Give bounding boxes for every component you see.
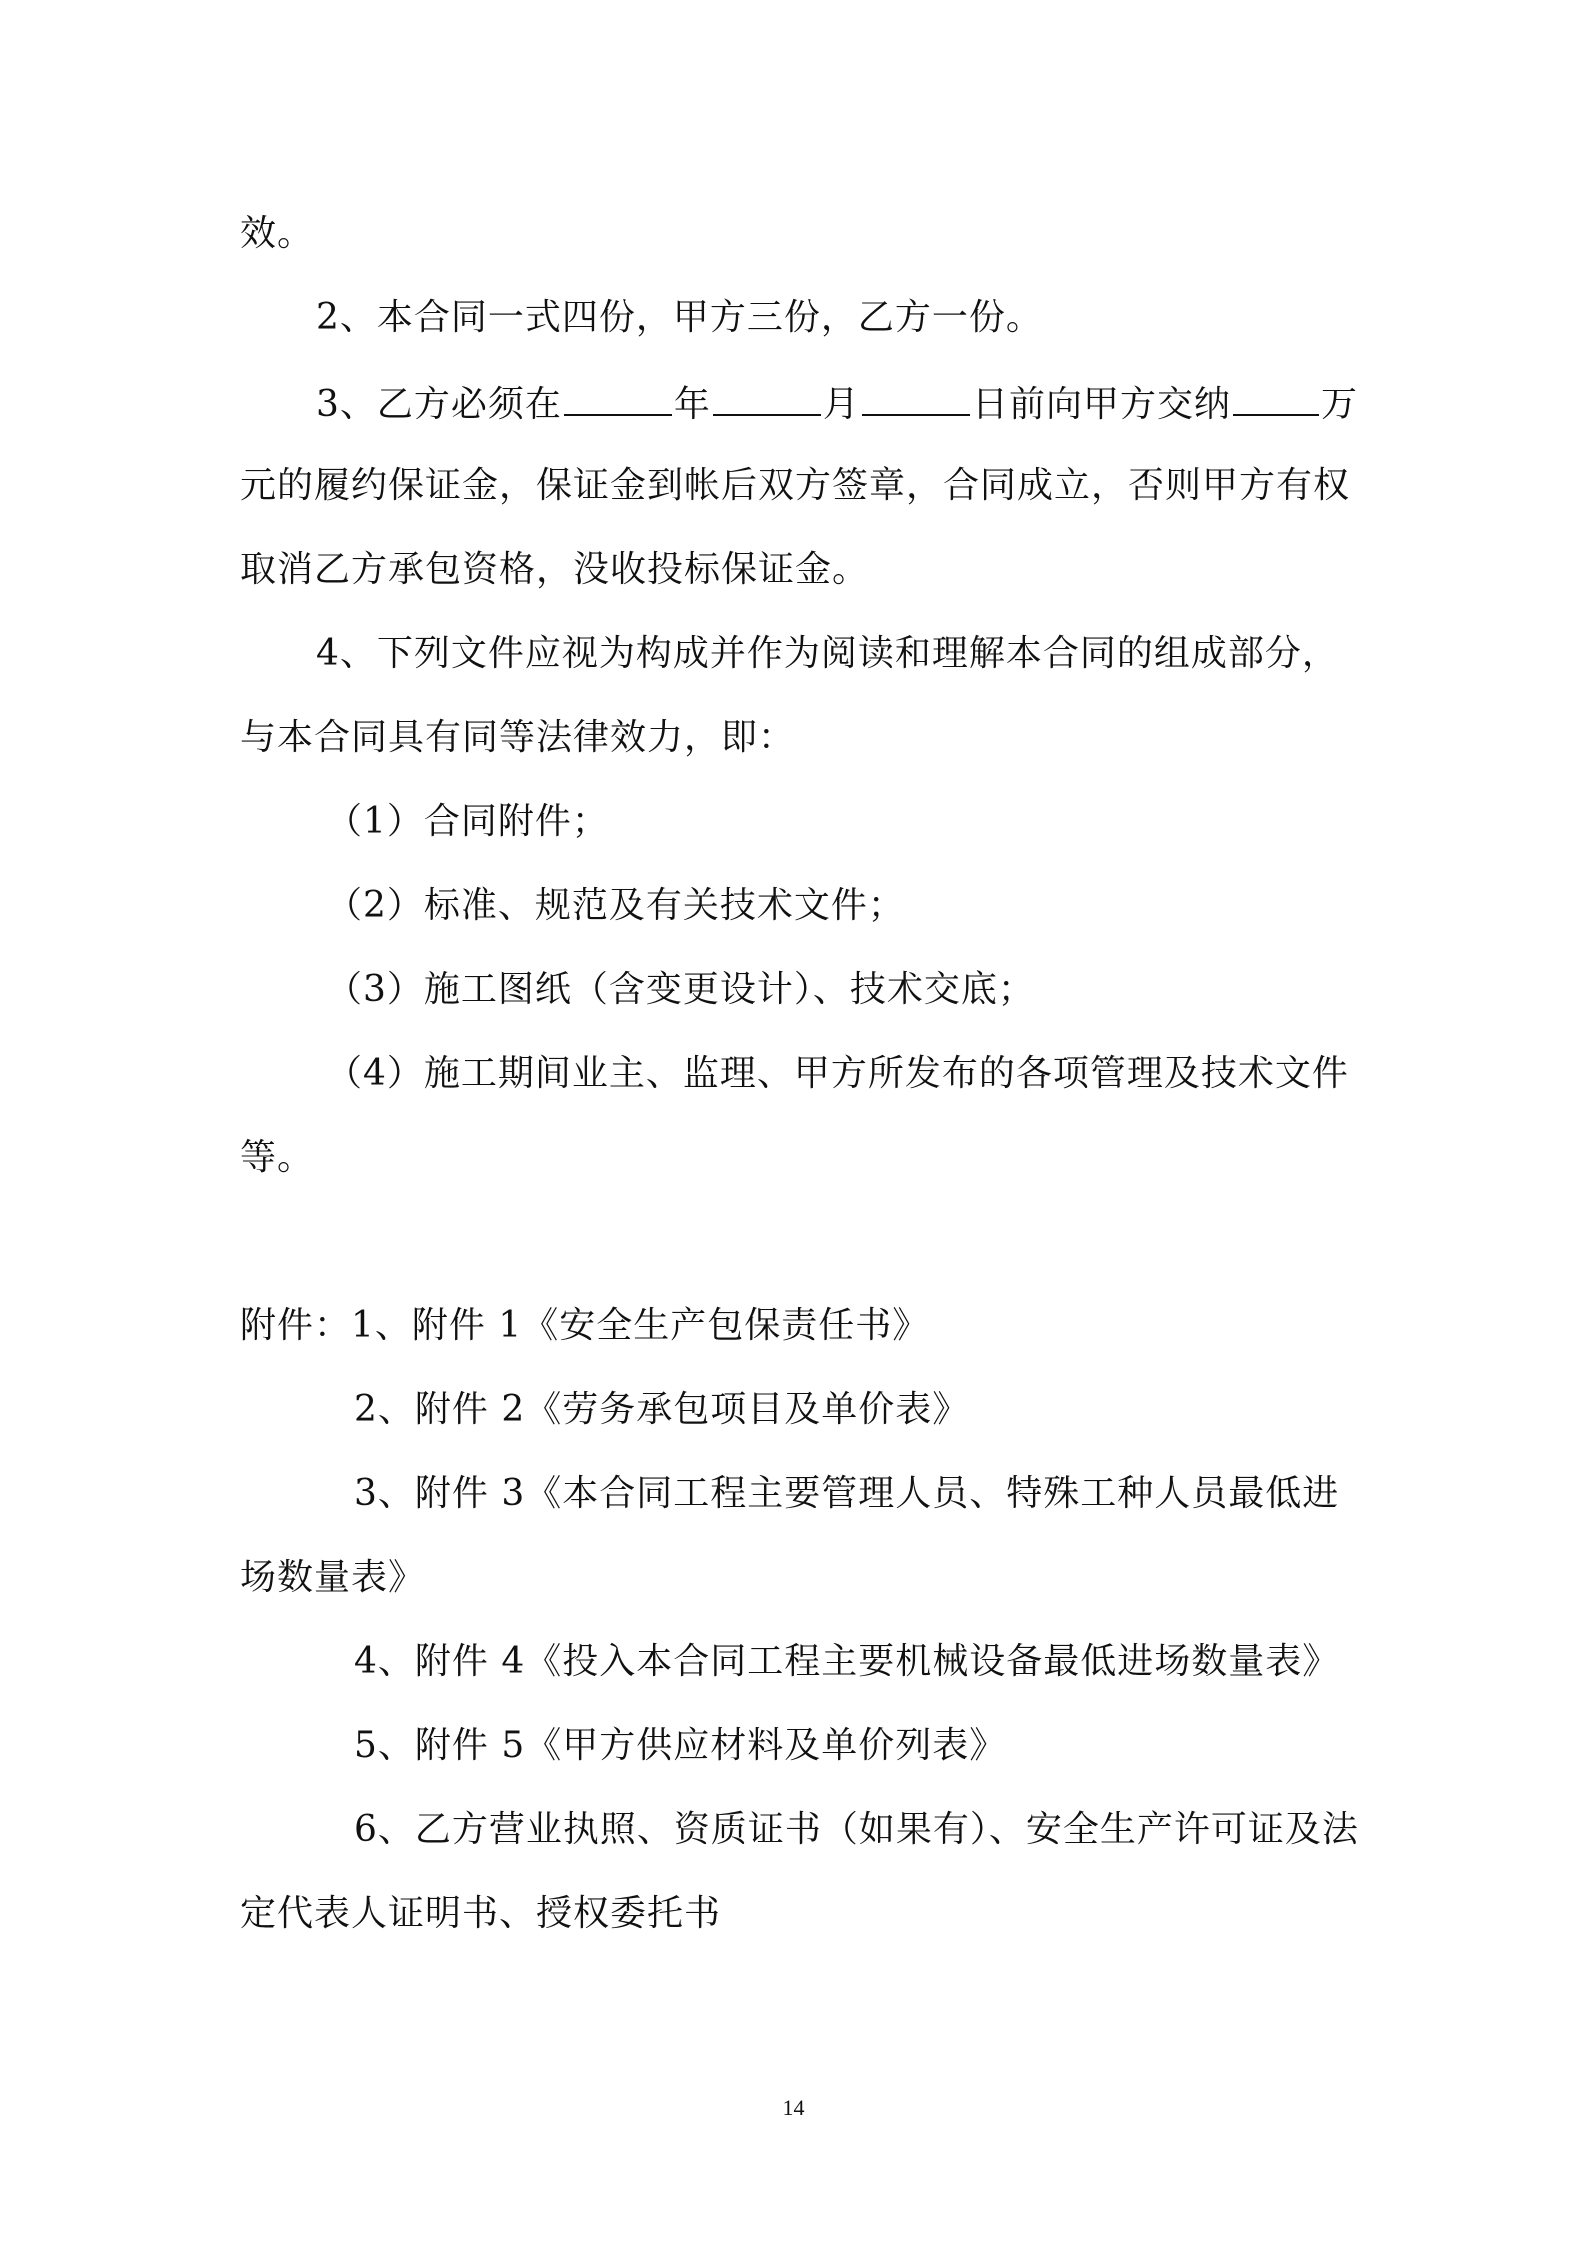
attachment-3: 3、附件 3《本合同工程主要管理人员、特殊工种人员最低进	[354, 1473, 1340, 1514]
clause-3-text-c: 月	[822, 384, 860, 425]
clause-3-text-d: 日前向甲方交纳	[971, 384, 1231, 425]
clause-4-line-2: 与本合同具有同等法律效力，即：	[240, 717, 796, 758]
list-item-2: （2）标准、规范及有关技术文件；	[326, 885, 905, 926]
attachment-5: 5、附件 5《甲方供应材料及单价列表》	[354, 1725, 1007, 1766]
day-blank	[862, 378, 970, 416]
clause-3-text-a: 3、乙方必须在	[316, 384, 562, 425]
month-blank	[713, 378, 821, 416]
clause-3-line-2: 元的履约保证金，保证金到帐后双方签章，合同成立，否则甲方有权	[240, 465, 1351, 506]
clause-4-line: 4、下列文件应视为构成并作为阅读和理解本合同的组成部分，	[316, 633, 1339, 674]
paragraph-line-1: 效。	[240, 213, 315, 254]
amount-blank	[1233, 378, 1319, 416]
year-blank	[564, 378, 672, 416]
clause-3-line	[316, 378, 1431, 429]
clause-3-text-e: 万	[1320, 384, 1358, 425]
attachment-6: 6、乙方营业执照、资质证书（如果有）、安全生产许可证及法	[354, 1809, 1359, 1850]
list-item-1: （1）合同附件；	[326, 801, 609, 842]
list-item-4: （4）施工期间业主、监理、甲方所发布的各项管理及技术文件	[326, 1053, 1349, 1094]
attachment-1: 附件：1、附件 1《安全生产包保责任书》	[240, 1305, 930, 1346]
attachment-2: 2、附件 2《劳务承包项目及单价表》	[354, 1389, 970, 1430]
page-number: 14	[782, 2095, 805, 2120]
clause-2-line: 2、本合同一式四份，甲方三份，乙方一份。	[316, 297, 1043, 338]
clause-3-text-b: 年	[673, 384, 711, 425]
attachment-6-line-2: 定代表人证明书、授权委托书	[240, 1893, 722, 1934]
clause-3-line-3: 取消乙方承包资格，没收投标保证金。	[240, 549, 870, 590]
list-item-4-line-2: 等。	[240, 1137, 315, 1178]
list-item-3: （3）施工图纸（含变更设计）、技术交底；	[326, 969, 1035, 1010]
attachment-4: 4、附件 4《投入本合同工程主要机械设备最低进场数量表》	[354, 1641, 1340, 1682]
attachment-3-line-2: 场数量表》	[240, 1557, 426, 1598]
